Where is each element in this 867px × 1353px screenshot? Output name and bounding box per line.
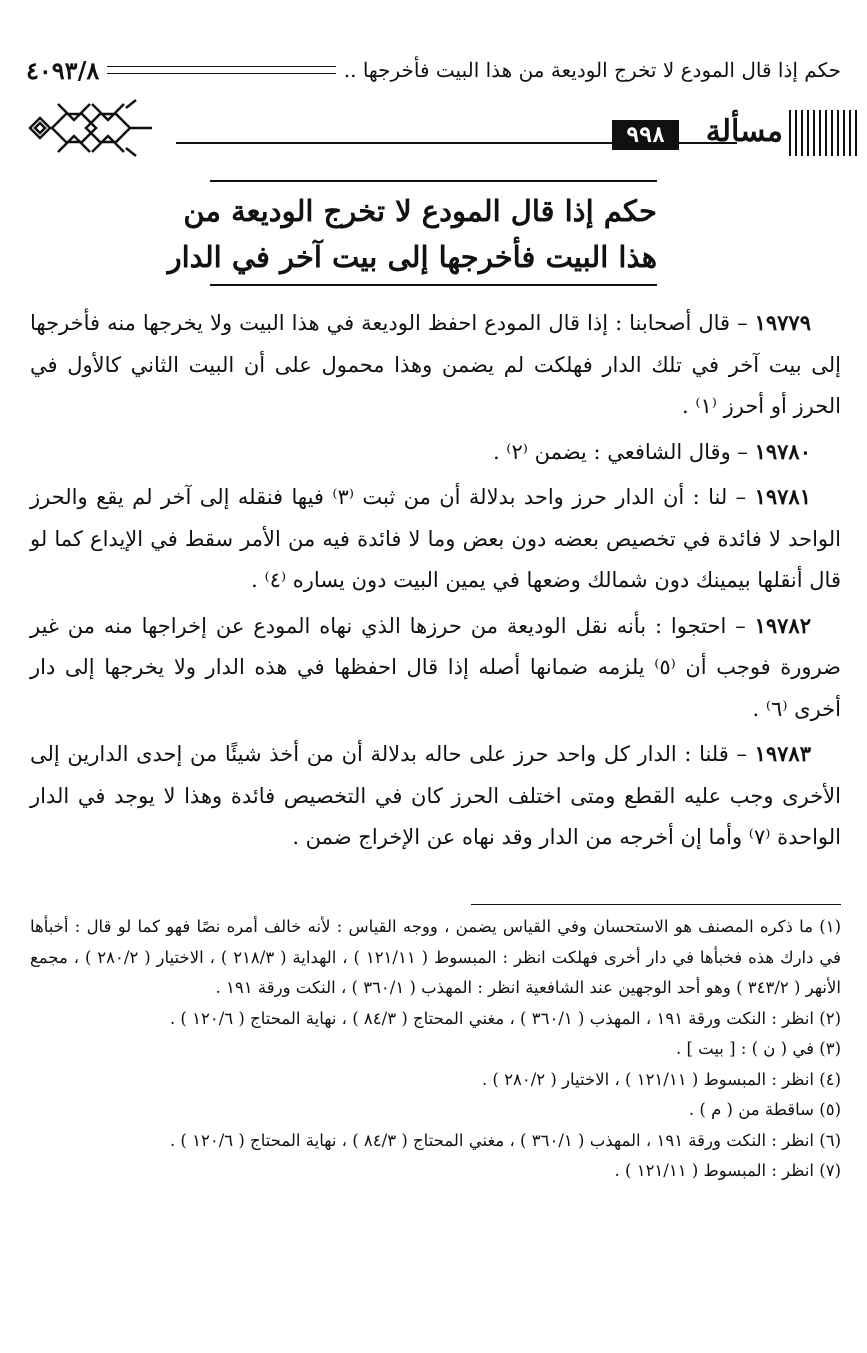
paragraph-text: – قال أصحابنا : إذا قال المودع احفظ الوديعة في هذا البيت ولا يخرجها منه فأخرجها إلى بيت آخر في تلك الدار فهلكت لم يضمن وهذا محمول على أن البيت الثاني كالأول في الحرز أو أحرز ⁽١⁾ . <box>30 311 841 418</box>
masala-banner <box>26 98 857 166</box>
paragraph <box>30 476 841 602</box>
footnote: (٣) في ( ن ) : [ بيت ] . <box>675 1039 841 1058</box>
running-head-rule <box>107 66 336 74</box>
footnote: (٤) انظر : المبسوط ( ١٢١/١١ ) ، الاختيار ( ٢٨٠/٢ ) . <box>481 1069 841 1089</box>
paragraph <box>30 302 841 428</box>
paragraph-number: ١٩٧٨٠ <box>754 438 811 464</box>
paragraph-text: – قلنا : الدار كل واحد حرز على حاله بدلالة أن من أخذ شيئًا من إحدى الدارين إلى الأخرى وجب عليه القطع ومتى اختلف الحرز كان في التخصيص فائدة وهذا لا يوجد في الدار الواحدة ⁽٧⁾ وأما إن أخرجه من الدار وقد نهاه عن الإخراج ضمن . <box>30 742 841 849</box>
footnote: (٧) انظر : المبسوط ( ١٢١/١١ ) . <box>614 1161 841 1180</box>
footnotes <box>30 912 841 1187</box>
footnote: (٢) انظر : النكت ورقة ١٩١ ، المهذب ( ٣٦٠/١ ) ، مغني المحتاج ( ٨٤/٣ ) ، نهاية المحتاج ( ١٢٠/٦ ) . <box>169 1008 841 1028</box>
paragraph-text: – لنا : أن الدار حرز واحد بدلالة أن من ثبت ⁽٣⁾ فيها فنقله إلى آخر لم يقع والحرز الواحد لا فائدة في تخصيص بعضه دون بعض وما لا فائدة فيه من الأمر سقط في الإيداع كما لو قال أنقلها بيمينك دون شمالك وضعها في يمين البيت دون يساره ⁽٤⁾ . <box>30 485 841 592</box>
paragraph-number: ١٩٧٨٣ <box>754 741 811 766</box>
paragraph-number: ١٩٧٨٢ <box>754 612 811 638</box>
footnote: (٦) انظر : النكت ورقة ١٩١ ، المهذب ( ٣٦٠/١ ) ، مغني المحتاج ( ٨٤/٣ ) ، نهاية المحتاج ( ١٢٠/٦ ) . <box>169 1130 841 1150</box>
footnote: (١) ما ذكره المصنف هو الاستحسان وفي القياس يضمن ، ووجه القياس : لأنه خالف أمره نصًا فهو كما لو قال : أخبأها في دارك هذه فخبأها في دار أخرى فهلكت انظر : المبسوط ( ١٢١/١١ ) ، الهداية ( ٢١٨/٣ ) ، الاختيار ( ٢٨٠/٢ ) ، مجمع الأنهر ( ٣٤٣/٢ ) وهو أحد الوجهين عند الشافعية انظر : المهذب ( ٣٦٠/١ ) ، النكت ورقة ١٩١ . <box>30 917 842 997</box>
heading-line-1: حكم إذا قال المودع لا تخرج الوديعة من <box>183 194 657 228</box>
footnote: (٥) ساقطة من ( م ) . <box>688 1100 841 1119</box>
running-head-title: حكم إذا قال المودع لا تخرج الوديعة من هذا البيت فأخرجها .. <box>343 58 841 82</box>
body-text <box>30 302 841 862</box>
footnote-separator <box>471 904 841 905</box>
heading-line-2: هذا البيت فأخرجها إلى بيت آخر في الدار <box>167 240 657 274</box>
banner-rule <box>176 142 737 144</box>
paragraph-text: – احتجوا : بأنه نقل الوديعة من حرزها الذي نهاه المودع عن إخراجها منه من غير ضرورة فوجب أن ⁽٥⁾ يلزمه ضمانها أصله إذا قال احفظها في هذه الدار ولا يخرجها إلى دار أخرى ⁽٦⁾ . <box>30 613 841 721</box>
paragraph <box>30 733 841 859</box>
knot-ornament-icon <box>26 98 156 166</box>
paragraph-number: ١٩٧٧٩ <box>754 310 811 335</box>
paragraph-text: – وقال الشافعي : يضمن ⁽٢⁾ . <box>492 439 755 464</box>
paragraph <box>30 431 841 474</box>
paragraph-number: ١٩٧٨١ <box>754 484 811 509</box>
page-number: ٤٠٩٣/٨ <box>26 55 100 85</box>
hatch-ornament <box>789 110 857 156</box>
section-heading <box>167 180 657 286</box>
masala-number: ٩٩٨ <box>612 120 679 150</box>
paragraph <box>30 605 841 731</box>
masala-label: مسألة <box>705 114 783 149</box>
running-head <box>26 50 841 90</box>
